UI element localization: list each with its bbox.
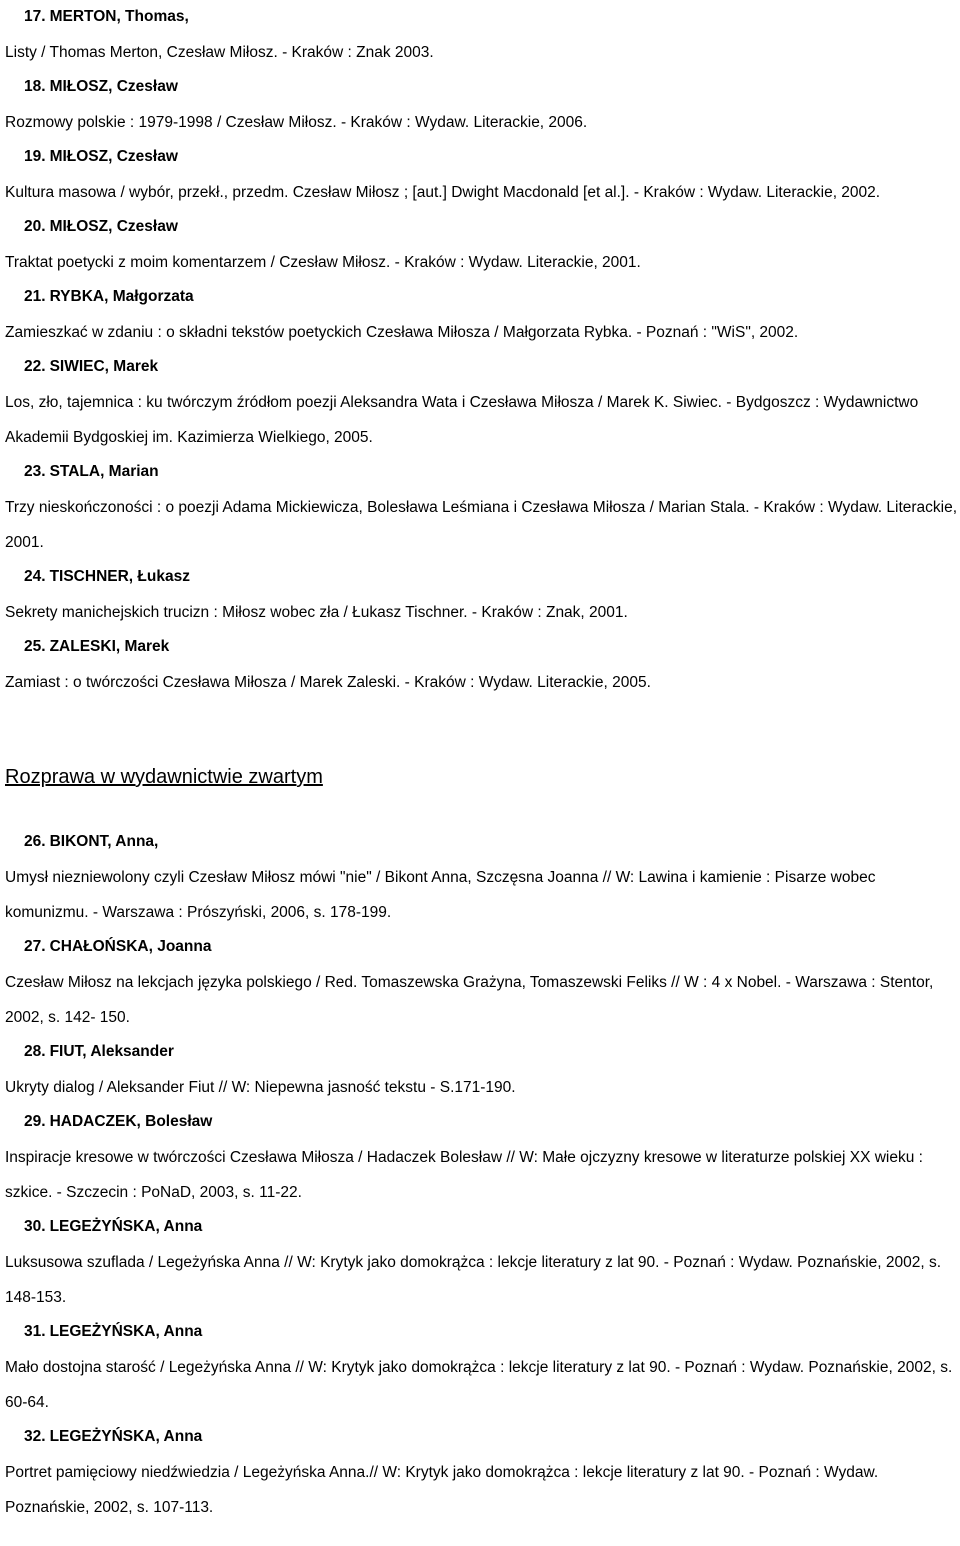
entry-description: Rozmowy polskie : 1979-1998 / Czesław Miłosz. - Kraków : Wydaw. Literackie, 2006. [5, 114, 588, 131]
entry-author: MIŁOSZ, Czesław [49, 218, 178, 235]
entry-heading [0, 1035, 960, 1070]
entry-heading [0, 140, 960, 175]
entry-author: HADACZEK, Bolesław [49, 1113, 213, 1130]
entry-description: Ukryty dialog / Aleksander Fiut // W: Niepewna jasność tekstu - S.171-190. [5, 1079, 516, 1096]
entry-description: Zamiast : o twórczości Czesława Miłosza / Marek Zaleski. - Kraków : Wydaw. Literackie, 2005. [5, 674, 651, 691]
entry-author: MIŁOSZ, Czesław [49, 148, 178, 165]
entry-number: 25. [24, 638, 46, 655]
bibliography-entry [0, 1105, 960, 1210]
entry-description: Luksusowa szuflada / Legeżyńska Anna // W: Krytyk jako domokrążca : lekcje literatury z lat 90. - Poznań : Wydaw. Poznańskie, 2002, s. 148-153. [5, 1254, 942, 1306]
bibliography-entry [0, 560, 960, 630]
bibliography-list-bottom [0, 825, 960, 1525]
entry-number: 26. [24, 833, 46, 850]
entry-author: ZALESKI, Marek [49, 638, 170, 655]
entry-author: CHAŁOŃSKA, Joanna [49, 938, 212, 955]
entry-author: TISCHNER, Łukasz [49, 568, 190, 585]
entry-author: BIKONT, Anna, [49, 833, 159, 850]
entry-author: LEGEŻYŃSKA, Anna [49, 1323, 203, 1340]
entry-number: 22. [24, 358, 46, 375]
entry-number: 20. [24, 218, 46, 235]
bibliography-list-top [0, 0, 960, 700]
entry-description: Umysł niezniewolony czyli Czesław Miłosz mówi "nie" / Bikont Anna, Szczęsna Joanna // W: Lawina i kamienie : Pisarze wobec komunizmu. - Warszawa : Prószyński, 2006, s. 178-199. [5, 869, 876, 921]
entry-number: 21. [24, 288, 46, 305]
bibliography-entry [0, 140, 960, 210]
entry-heading [0, 1210, 960, 1245]
bibliography-entry [0, 825, 960, 930]
entry-heading [0, 1420, 960, 1455]
entry-description: Trzy nieskończoności : o poezji Adama Mickiewicza, Bolesława Leśmiana i Czesława Miłosza / Marian Stala. - Kraków : Wydaw. Literackie, 2001. [5, 499, 958, 551]
entry-author: MERTON, Thomas, [49, 8, 189, 25]
entry-number: 31. [24, 1323, 46, 1340]
entry-heading [0, 70, 960, 105]
bibliography-entry [0, 630, 960, 700]
entry-author: RYBKA, Małgorzata [49, 288, 194, 305]
entry-heading [0, 930, 960, 965]
entry-description: Portret pamięciowy niedźwiedzia / Legeżyńska Anna.// W: Krytyk jako domokrążca : lekcje literatury z lat 90. - Poznań : Wydaw. Poznańskie, 2002, s. 107-113. [5, 1464, 879, 1516]
bibliography-entry [0, 1420, 960, 1525]
bibliography-entry [0, 930, 960, 1035]
entry-description: Zamieszkać w zdaniu : o składni tekstów poetyckich Czesława Miłosza / Małgorzata Rybka. - Poznań : "WiS", 2002. [5, 324, 799, 341]
bibliography-entry [0, 455, 960, 560]
entry-heading [0, 630, 960, 665]
section-title: Rozprawa w wydawnictwie zwartym [5, 766, 323, 788]
entry-author: SIWIEC, Marek [49, 358, 159, 375]
bibliography-entry [0, 1035, 960, 1105]
entry-number: 27. [24, 938, 46, 955]
entry-description: Mało dostojna starość / Legeżyńska Anna // W: Krytyk jako domokrążca : lekcje literatury z lat 90. - Poznań : Wydaw. Poznańskie, 2002, s. 60-64. [5, 1359, 953, 1411]
entry-heading [0, 350, 960, 385]
entry-author: FIUT, Aleksander [49, 1043, 174, 1060]
bibliography-entry [0, 1210, 960, 1315]
entry-author: LEGEŻYŃSKA, Anna [49, 1218, 203, 1235]
entry-description: Sekrety manichejskich trucizn : Miłosz wobec zła / Łukasz Tischner. - Kraków : Znak, 2001. [5, 604, 628, 621]
entry-description: Traktat poetycki z moim komentarzem / Czesław Miłosz. - Kraków : Wydaw. Literackie, 2001. [5, 254, 641, 271]
entry-description: Inspiracje kresowe w twórczości Czesława Miłosza / Hadaczek Bolesław // W: Małe ojczyzny kresowe w literaturze polskiej XX wieku : szkice. - Szczecin : PoNaD, 2003, s. 11-22. [5, 1149, 923, 1201]
entry-heading [0, 560, 960, 595]
entry-description: Listy / Thomas Merton, Czesław Miłosz. - Kraków : Znak 2003. [5, 44, 434, 61]
entry-number: 18. [24, 78, 46, 95]
entry-heading [0, 455, 960, 490]
entry-heading [0, 825, 960, 860]
entry-author: STALA, Marian [49, 463, 159, 480]
bibliography-entry [0, 1315, 960, 1420]
entry-heading [0, 1105, 960, 1140]
entry-description: Czesław Miłosz na lekcjach języka polskiego / Red. Tomaszewska Grażyna, Tomaszewski Feliks // W : 4 x Nobel. - Warszawa : Stentor, 2002, s. 142- 150. [5, 974, 934, 1026]
bibliography-entry [0, 70, 960, 140]
entry-description: Los, zło, tajemnica : ku twórczym źródłom poezji Aleksandra Wata i Czesława Miłosza / Marek K. Siwiec. - Bydgoszcz : Wydawnictwo Akademii Bydgoskiej im. Kazimierza Wielkiego, 2005. [5, 394, 919, 446]
entry-number: 23. [24, 463, 46, 480]
entry-number: 28. [24, 1043, 46, 1060]
bibliography-entry [0, 0, 960, 70]
entry-description: Kultura masowa / wybór, przekł., przedm. Czesław Miłosz ; [aut.] Dwight Macdonald [et al.]. - Kraków : Wydaw. Literackie, 2002. [5, 184, 881, 201]
bibliography-entry [0, 280, 960, 350]
entry-heading [0, 210, 960, 245]
entry-number: 24. [24, 568, 46, 585]
entry-heading [0, 1315, 960, 1350]
entry-heading [0, 0, 960, 35]
entry-heading [0, 280, 960, 315]
entry-author: MIŁOSZ, Czesław [49, 78, 178, 95]
entry-number: 30. [24, 1218, 46, 1235]
entry-number: 32. [24, 1428, 46, 1445]
bibliography-entry [0, 350, 960, 455]
entry-number: 19. [24, 148, 46, 165]
entry-number: 29. [24, 1113, 46, 1130]
entry-number: 17. [24, 8, 46, 25]
bibliography-entry [0, 210, 960, 280]
entry-author: LEGEŻYŃSKA, Anna [49, 1428, 203, 1445]
